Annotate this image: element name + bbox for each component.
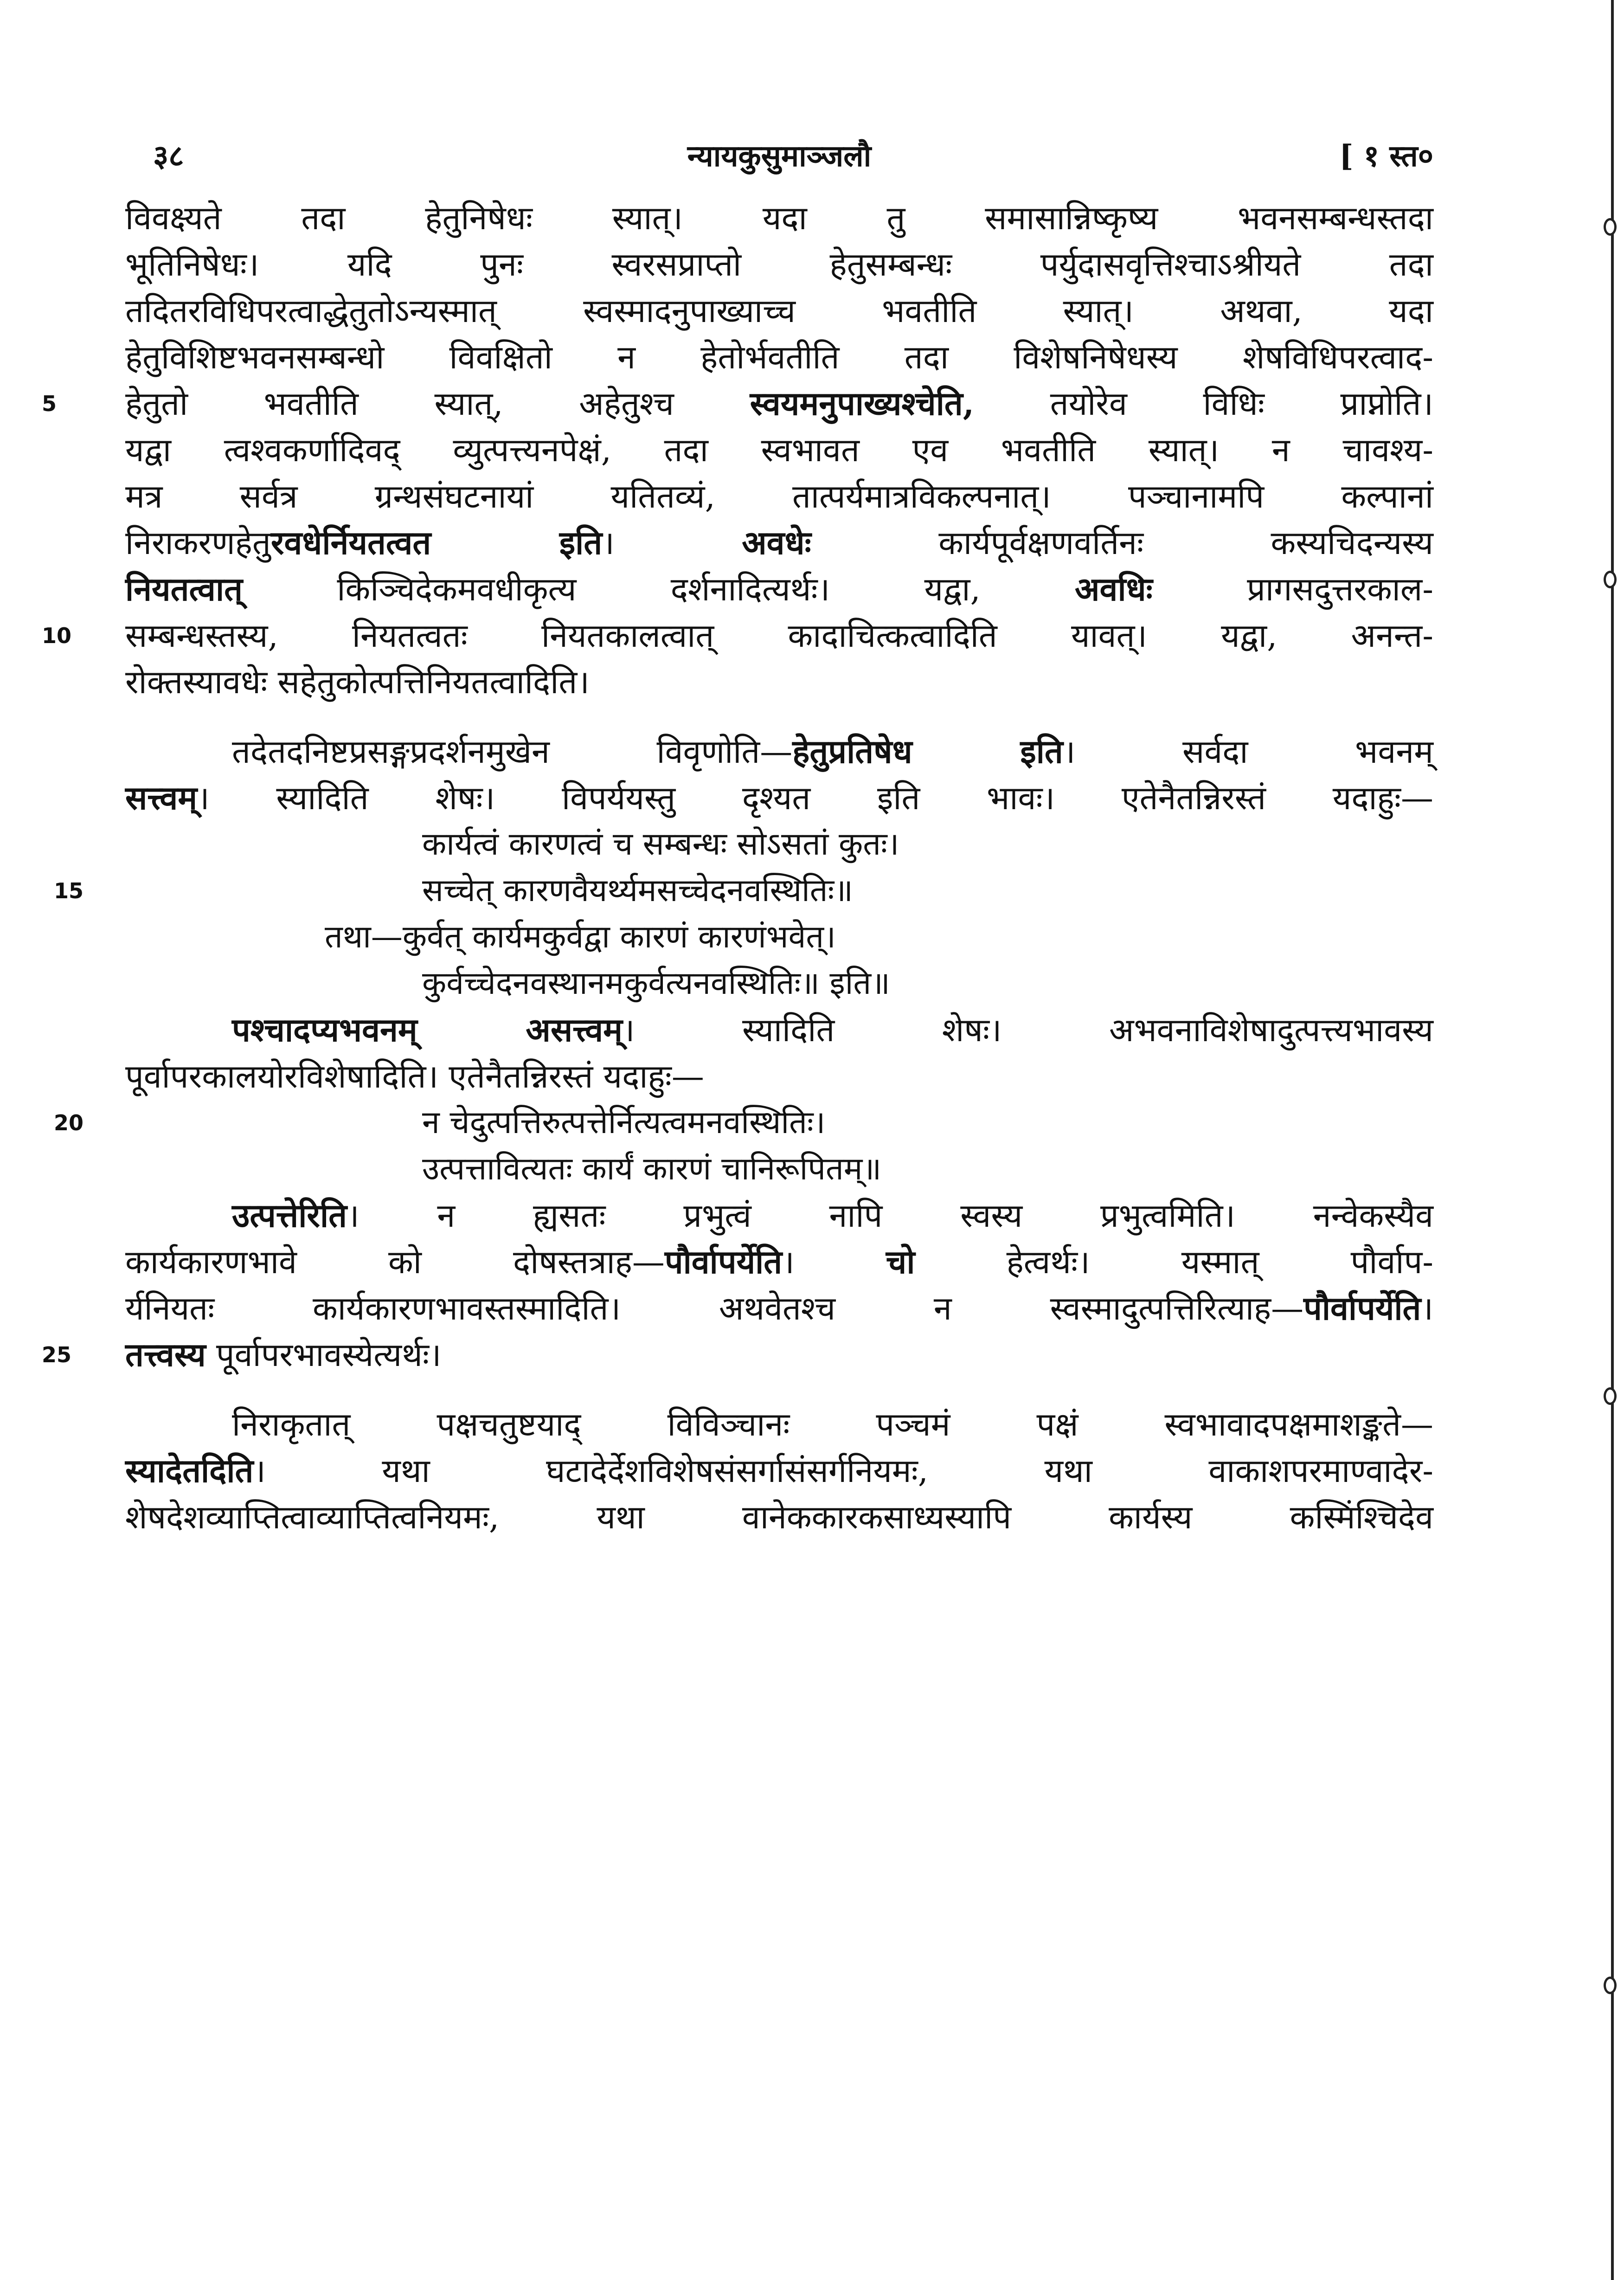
bold-pratika: पौर्वापर्येति	[664, 1243, 783, 1281]
text-segment: रोक्तस्यावधेः सहेतुकोत्पत्तिनियतत्वादिति।	[125, 663, 590, 701]
text-segment: । न ह्यसतः प्रभुत्वं नापि स्वस्य प्रभुत्वमिति। नन्वेकस्यैव	[347, 1197, 1433, 1235]
text-line	[125, 1494, 1433, 1540]
text-line	[125, 241, 1433, 288]
text-segment: । सर्वदा भवनम्	[1063, 733, 1433, 771]
text-segment: पूर्वापरकालयोरविशेषादिति। एतेनैतन्निरस्तं यदाहुः—	[125, 1057, 704, 1095]
running-title: न्यायकुसुमाञ्जलौ	[687, 139, 872, 174]
running-header	[125, 135, 1433, 195]
text-line	[125, 1401, 1433, 1448]
bold-pratika: अवधिः	[1075, 570, 1153, 608]
text-line	[125, 1053, 1433, 1100]
text-line	[125, 566, 1433, 612]
bold-pratika: तत्त्वस्य	[125, 1335, 206, 1374]
body-text	[42, 195, 1433, 1540]
text-segment: ।	[782, 1243, 886, 1281]
text-segment: कार्यकारणभावे को दोषस्तत्राह—	[125, 1243, 665, 1281]
verse-line	[125, 821, 1433, 868]
text-line	[125, 473, 1433, 520]
verse-line	[125, 960, 1433, 1007]
bold-pratika: रवधेर्नियतत्वत इति	[270, 523, 603, 562]
text-segment: यद्वा त्वश्वकर्णादिवद् व्युत्पत्त्यनपेक्षं, तदा स्वभावत एव भवतीति स्यात्। न चावश्य-	[125, 431, 1433, 469]
text-segment: निराकरणहेतु	[125, 524, 271, 562]
text-line	[125, 1192, 1433, 1239]
bold-pratika: पश्चादप्यभवनम् असत्त्वम्	[232, 1011, 623, 1049]
margin-binding-mark	[1604, 1387, 1617, 1405]
text-line	[125, 1448, 1433, 1494]
line-number: 15	[53, 878, 83, 903]
text-segment: भूतिनिषेधः। यदि पुनः स्वरसप्राप्तो हेतुसम्बन्धः पर्युदासवृत्तिश्चाऽश्रीयते तदा	[125, 245, 1433, 283]
bold-pratika: उत्पत्तेरिति	[232, 1196, 347, 1235]
paragraph-gap	[125, 705, 1433, 728]
text-segment: । यथा घटादेर्देशविशेषसंसर्गासंसर्गनियमः, यथा वाकाशपरमाण्वादेर-	[253, 1452, 1433, 1490]
text-segment: पूर्वापरभावस्येत्यर्थः।	[205, 1336, 442, 1374]
text-segment: तदितरविधिपरत्वाद्धेतुतोऽन्यस्मात् स्वस्मादनुपाख्याच्च भवतीति स्यात्। अथवा, यदा	[125, 292, 1433, 330]
text-segment: मत्र सर्वत्र ग्रन्थसंघटनायां यतितव्यं, तात्पर्यमात्रविकल्पनात्। पञ्चानामपि कल्पानां	[125, 477, 1433, 515]
text-segment: तयोरेव विधिः प्राप्नोति।	[974, 385, 1433, 423]
line-number: 5	[42, 391, 57, 416]
margin-binding-mark	[1604, 218, 1617, 236]
text-line	[125, 195, 1433, 241]
text-segment: । स्यादिति शेषः। विपर्ययस्तु दृश्यत इति भावः। एतेनैतन्निरस्तं यदाहुः—	[197, 779, 1433, 817]
text-segment: किञ्चिदेकमवधीकृत्य दर्शनादित्यर्थः। यद्वा,	[242, 570, 1075, 608]
text-segment: । स्यादिति शेषः। अभवनाविशेषादुत्पत्त्यभावस्य	[622, 1011, 1433, 1049]
text-segment: सम्बन्धस्तस्य, नियतत्वतः नियतकालत्वात् कादाचित्कत्वादिति यावत्। यद्वा, अनन्त-	[125, 617, 1433, 655]
text-segment: विवक्ष्यते तदा हेतुनिषेधः स्यात्। यदा तु समासान्निष्कृष्य भवनसम्बन्धस्तदा	[125, 199, 1433, 237]
text-line	[125, 775, 1433, 821]
bold-pratika: पौर्वापर्येति	[1303, 1289, 1421, 1327]
verse-line	[53, 1100, 1433, 1146]
text-segment: न चेदुत्पत्तिरुत्पत्तेर्नित्यत्वमनवस्थितिः।	[422, 1104, 826, 1141]
margin-binding-mark	[1604, 571, 1617, 588]
text-segment: कार्यपूर्वक्षणवर्तिनः कस्यचिदन्यस्य	[811, 524, 1433, 562]
bold-pratika: स्यादेतदिति	[125, 1451, 254, 1490]
text-segment: तदेतदनिष्टप्रसङ्गप्रदर्शनमुखेन विवृणोति—	[232, 733, 793, 771]
bold-pratika: नियतत्वात्	[125, 570, 243, 608]
text-line	[125, 427, 1433, 473]
verse-line	[125, 914, 1433, 960]
book-page	[42, 135, 1433, 1540]
text-segment: शेषदेशव्याप्तित्वाव्याप्तित्वनियमः, यथा वानेककारकसाध्यस्यापि कार्यस्य कस्मिंश्चिदेव	[125, 1498, 1433, 1536]
bold-pratika: सत्त्वम्	[125, 779, 198, 817]
text-segment: कुर्वच्चेदनवस्थानमकुर्वत्यनवस्थितिः॥ इति॥	[422, 965, 890, 1002]
text-segment: र्यनियतः कार्यकारणभावस्तस्मादिति। अथवेतश्च न स्वस्मादुत्पत्तिरित्याह—	[125, 1289, 1304, 1327]
text-segment: ।	[1421, 1289, 1433, 1327]
text-line	[125, 334, 1433, 380]
text-segment: हेत्वर्थः। यस्मात् पौर्वाप-	[915, 1243, 1433, 1281]
text-line	[125, 1285, 1433, 1332]
paragraph-gap	[125, 1378, 1433, 1401]
text-segment: प्रागसदुत्तरकाल-	[1152, 570, 1433, 608]
text-segment: हेतुविशिष्टभवनसम्बन्धो विवक्षितो न हेतोर्भवतीति तदा विशेषनिषेधस्य शेषविधिपरत्वाद-	[125, 338, 1433, 376]
text-segment: उत्पत्तावित्यतः कार्यं कारणं चानिरूपितम्॥	[422, 1151, 882, 1187]
text-line	[42, 612, 1433, 659]
text-segment: निराकृतात् पक्षचतुष्टयाद् विविञ्चानः पञ्चमं पक्षं स्वभावादपक्षमाशङ्कते—	[232, 1405, 1433, 1443]
bold-pratika: चो	[886, 1243, 915, 1281]
text-segment: तथा—कुर्वत् कार्यमकुर्वद्वा कारणं कारणंभवेत्।	[325, 919, 836, 955]
verse-line	[125, 1146, 1433, 1192]
text-line	[125, 520, 1433, 566]
line-number: 20	[53, 1110, 83, 1135]
line-number: 10	[42, 623, 72, 648]
text-line	[42, 1332, 1433, 1378]
line-number: 25	[42, 1342, 72, 1367]
text-segment: सच्चेत् कारणवैयर्थ्यमसच्चेदनवस्थितिः॥	[422, 872, 854, 909]
text-line	[125, 728, 1433, 775]
text-line	[125, 1239, 1433, 1285]
text-line	[42, 380, 1433, 427]
text-segment: कार्यत्वं कारणत्वं च सम्बन्धः सोऽसतां कुतः।	[422, 826, 899, 863]
text-segment: हेतुतो भवतीति स्यात्, अहेतुश्च	[125, 385, 750, 423]
text-line	[125, 659, 1433, 705]
bold-pratika: अवधेः	[742, 523, 811, 562]
bold-pratika: स्वयमनुपाख्यश्चेति,	[750, 384, 975, 423]
page-number: ३८	[153, 139, 184, 174]
text-line	[125, 1007, 1433, 1053]
right-margin-rule	[1611, 0, 1614, 2280]
section-marker: [ १ स्त०	[1339, 139, 1433, 174]
verse-line	[53, 868, 1433, 914]
text-segment: ।	[602, 524, 742, 562]
text-line	[125, 288, 1433, 334]
margin-binding-mark	[1604, 1977, 1617, 1994]
bold-pratika: हेतुप्रतिषेध इति	[792, 732, 1063, 771]
